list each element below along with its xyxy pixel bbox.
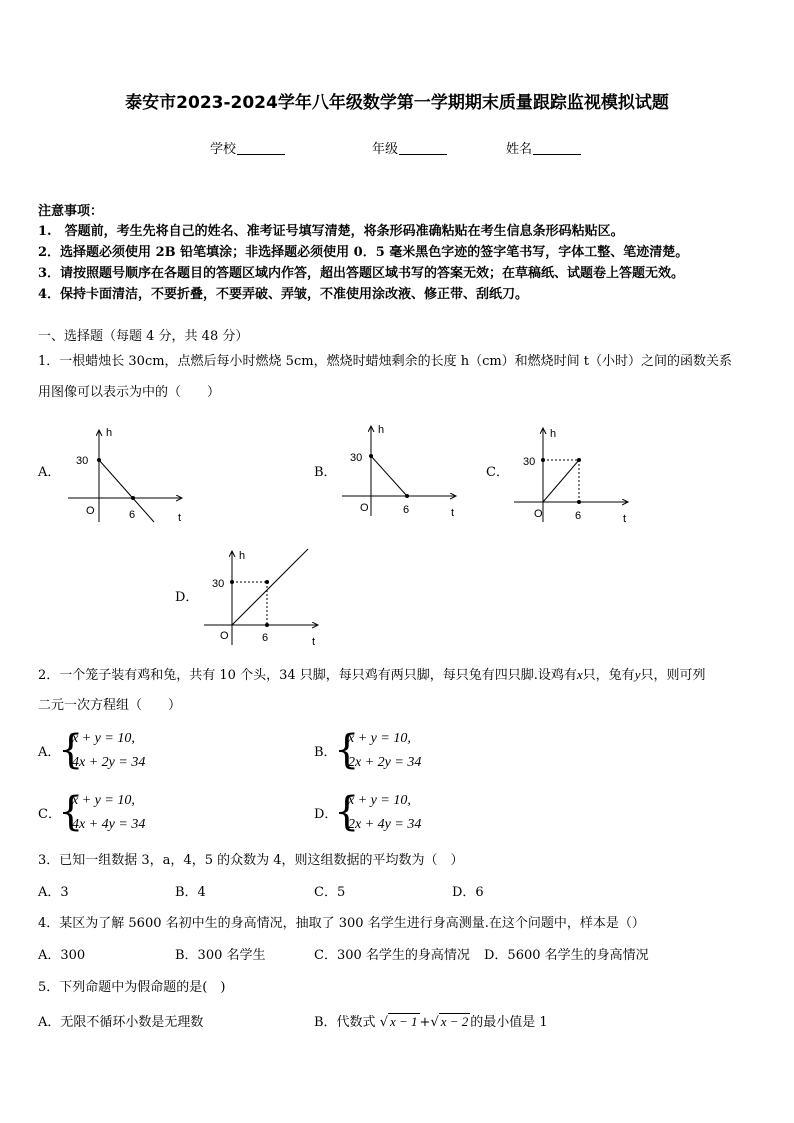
tick-label-30: 30 bbox=[76, 455, 89, 467]
note-item: 2．选择题必须使用 2B 铅笔填涂；非选择题必须使用 0．5 毫米黑色字迹的签字笔书写，字体工整、笔迹清楚。 bbox=[38, 245, 689, 260]
brace-icon: { bbox=[58, 727, 84, 773]
note-item: 1. 答题前，考生先将自己的姓名、准考证号填写清楚，将条形码准确粘贴在考生信息条形码粘贴区。 bbox=[38, 224, 624, 239]
tick-label-30: 30 bbox=[350, 452, 363, 464]
axis-label-t: t bbox=[623, 513, 627, 524]
axis-label-h: h bbox=[106, 427, 113, 439]
grade-field[interactable] bbox=[372, 142, 447, 158]
q1-graph-c[interactable] bbox=[510, 422, 636, 524]
q5-option-a[interactable]: A．无限不循环小数是无理数 bbox=[38, 1015, 204, 1030]
axis-label-h: h bbox=[378, 424, 385, 436]
equation-1: x + y = 10, bbox=[348, 731, 411, 746]
axis-label-t: t bbox=[178, 512, 182, 524]
q2-stem-part: 2．一个笼子装有鸡和兔，共有 10 个头，34 只脚，每只鸡有两只脚，每只兔有四只脚.设鸡有 bbox=[38, 668, 577, 683]
q1-option-a-label[interactable]: A． bbox=[38, 465, 61, 480]
q2-stem bbox=[38, 667, 705, 684]
equation-2: 2x + 4y = 34 bbox=[348, 817, 422, 832]
tick-label-6: 6 bbox=[403, 504, 410, 516]
q3-stem: 3．已知一组数据 3，a，4，5 的众数为 4，则这组数据的平均数为（ ） bbox=[38, 853, 464, 868]
q3-option-b[interactable]: B．4 bbox=[175, 885, 206, 900]
tick-label-6: 6 bbox=[262, 632, 269, 644]
origin-label: O bbox=[220, 630, 229, 642]
q4-option-d[interactable]: D．5600 名学生的身高情况 bbox=[484, 948, 649, 963]
school-label: 学校 bbox=[210, 142, 237, 157]
equation-2: 4x + 2y = 34 bbox=[72, 755, 146, 770]
section-heading: 一、选择题（每题 4 分，共 48 分） bbox=[38, 329, 249, 344]
q2-stem-part: 只，则可列 bbox=[640, 668, 706, 683]
notes-heading: 注意事项： bbox=[38, 204, 104, 219]
option-text: B．代数式 bbox=[314, 1015, 376, 1030]
school-blank[interactable] bbox=[237, 142, 285, 155]
brace-icon: { bbox=[334, 789, 360, 835]
equation-2: 4x + 4y = 34 bbox=[72, 817, 146, 832]
option-text: 的最小值是 1 bbox=[470, 1015, 548, 1030]
tick-label-6: 6 bbox=[575, 510, 582, 522]
plus-sign: + bbox=[419, 1015, 431, 1030]
q5-stem: 5．下列命题中为假命题的是( ) bbox=[38, 980, 226, 995]
note-item: 3．请按照题号顺序在各题目的答题区域内作答，超出答题区域书写的答案无效；在草稿纸、试题卷上答题无效。 bbox=[38, 266, 685, 281]
note-item: 4．保持卡面清洁，不要折叠，不要弄破、弄皱，不准使用涂改液、修正带、刮纸刀。 bbox=[38, 287, 529, 302]
brace-icon: { bbox=[334, 727, 360, 773]
var-x: x bbox=[576, 667, 583, 682]
name-field[interactable] bbox=[506, 142, 581, 158]
school-field[interactable] bbox=[210, 142, 285, 158]
sqrt-expression-2: √ x − 2 bbox=[430, 1014, 469, 1030]
q1-graph-a[interactable] bbox=[62, 422, 192, 526]
option-label: D． bbox=[314, 807, 338, 822]
q4-option-c[interactable]: C．300 名学生的身高情况 bbox=[314, 948, 470, 963]
name-blank[interactable] bbox=[533, 142, 581, 155]
grade-label: 年级 bbox=[372, 142, 399, 157]
option-label: B． bbox=[314, 745, 337, 760]
q1-graph-d[interactable] bbox=[200, 545, 326, 649]
q1-stem: 1．一根蜡烛长 30cm，点燃后每小时燃烧 5cm，燃烧时蜡烛剩余的长度 h（cm）和燃烧时间 t（小时）之间的函数关系 bbox=[38, 354, 733, 369]
q3-option-a[interactable]: A．3 bbox=[38, 885, 69, 900]
q5-option-b[interactable] bbox=[314, 1013, 548, 1031]
var-y: y bbox=[634, 667, 641, 682]
name-label: 姓名 bbox=[506, 142, 533, 157]
q4-option-a[interactable]: A．300 bbox=[38, 948, 86, 963]
axis-label-t: t bbox=[312, 636, 316, 648]
origin-label: O bbox=[360, 502, 369, 514]
q2-stem-part: 只，兔有 bbox=[582, 668, 635, 683]
q1-option-c-label[interactable]: C． bbox=[486, 465, 509, 480]
tick-label-6: 6 bbox=[129, 509, 136, 521]
option-label: A． bbox=[38, 745, 61, 760]
q1-option-d-label[interactable]: D． bbox=[175, 590, 199, 605]
q1-graph-b[interactable] bbox=[338, 420, 464, 520]
q4-option-b[interactable]: B．300 名学生 bbox=[175, 948, 266, 963]
axis-label-t: t bbox=[451, 507, 455, 519]
origin-label: O bbox=[86, 505, 95, 517]
equation-2: 2x + 2y = 34 bbox=[348, 755, 422, 770]
q1-stem-cont: 用图像可以表示为中的（ ） bbox=[38, 385, 221, 400]
axis-label-h: h bbox=[550, 428, 557, 440]
equation-1: x + y = 10, bbox=[72, 793, 135, 808]
q3-option-d[interactable]: D．6 bbox=[452, 885, 484, 900]
q1-option-b-label[interactable]: B． bbox=[314, 465, 337, 480]
option-label: C． bbox=[38, 807, 61, 822]
q3-option-c[interactable]: C．5 bbox=[314, 885, 346, 900]
equation-1: x + y = 10, bbox=[72, 731, 135, 746]
q4-stem: 4．某区为了解 5600 名初中生的身高情况，抽取了 300 名学生进行身高测量.在这个问题中，样本是（） bbox=[38, 916, 645, 931]
tick-label-30: 30 bbox=[523, 456, 536, 468]
brace-icon: { bbox=[58, 789, 84, 835]
page-title: 泰安市2023-2024学年八年级数学第一学期期末质量跟踪监视模拟试题 bbox=[125, 93, 669, 113]
sqrt-expression-1: √ x − 1 bbox=[379, 1014, 418, 1030]
q2-stem-cont: 二元一次方程组（ ） bbox=[38, 698, 182, 713]
grade-blank[interactable] bbox=[399, 142, 447, 155]
origin-label: O bbox=[534, 508, 543, 520]
equation-1: x + y = 10, bbox=[348, 793, 411, 808]
tick-label-30: 30 bbox=[212, 578, 225, 590]
axis-label-h: h bbox=[239, 550, 246, 562]
